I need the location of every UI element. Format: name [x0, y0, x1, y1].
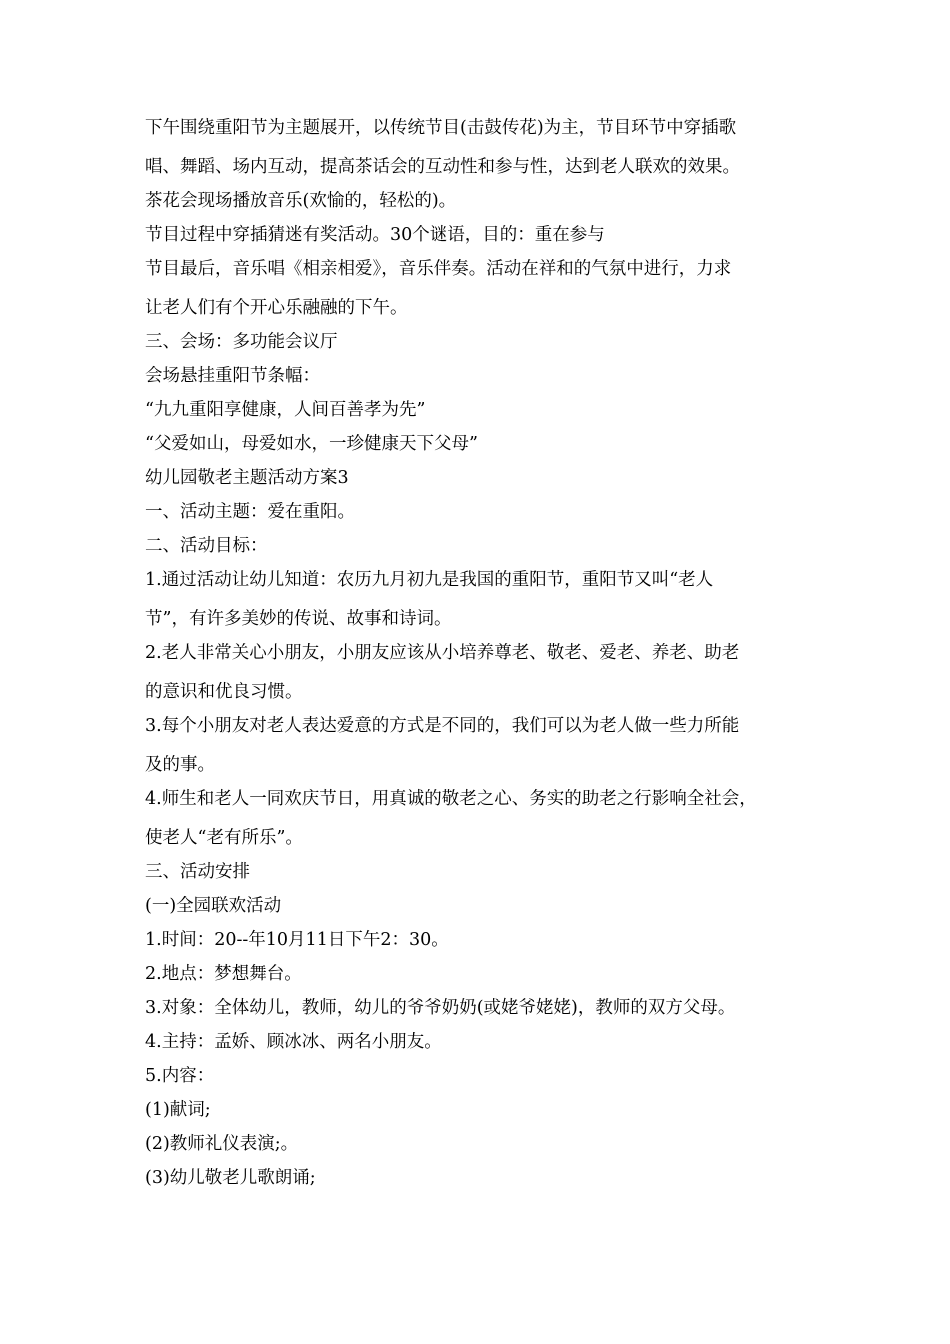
text-line: 的意识和优良习惯。	[145, 682, 303, 702]
paragraph	[145, 714, 835, 777]
paragraph	[145, 641, 835, 704]
paragraph	[145, 364, 835, 388]
paragraph	[145, 1064, 835, 1088]
text-line: 节目最后，音乐唱《相亲相爱》，音乐伴奏。活动在祥和的气氛中进行，力求	[145, 259, 732, 279]
text-line: 唱、舞蹈、场内互动，提高茶话会的互动性和参与性，达到老人联欢的效果。	[145, 157, 740, 177]
text-line: 1.通过活动让幼儿知道：农历九月初九是我国的重阳节，重阳节又叫“老人	[145, 570, 714, 590]
paragraph	[145, 189, 835, 213]
text-line: “父爱如山，母爱如水，一珍健康天下父母”	[145, 434, 478, 454]
text-line: 一、活动主题：爱在重阳。	[145, 502, 355, 522]
text-line: 4.主持：孟娇、顾冰冰、两名小朋友。	[145, 1032, 442, 1052]
text-line: 1.时间：20--年10月11日下午2：30。	[145, 930, 449, 950]
text-line: 下午围绕重阳节为主题展开，以传统节目(击鼓传花)为主，节目环节中穿插歌	[145, 118, 737, 138]
text-line: 节”，有许多美妙的传说、故事和诗词。	[145, 609, 452, 629]
text-line: 茶花会现场播放音乐(欢愉的，轻松的)。	[145, 191, 457, 211]
paragraph	[145, 1030, 835, 1054]
text-line: 及的事。	[145, 755, 215, 775]
paragraph	[145, 466, 835, 490]
text-line: (3)幼儿敬老儿歌朗诵;	[145, 1168, 316, 1188]
text-line: 让老人们有个开心乐融融的下午。	[145, 298, 408, 318]
text-line: 三、会场：多功能会议厅	[145, 332, 338, 352]
paragraph	[145, 398, 835, 422]
text-line: 2.地点：梦想舞台。	[145, 964, 302, 984]
text-line: 2.老人非常关心小朋友，小朋友应该从小培养尊老、敬老、爱老、养老、助老	[145, 643, 740, 663]
text-line: 会场悬挂重阳节条幅：	[145, 366, 320, 386]
text-line: (一)全园联欢活动	[145, 896, 282, 916]
paragraph	[145, 1098, 835, 1122]
paragraph	[145, 860, 835, 884]
paragraph	[145, 1132, 835, 1156]
text-line: 3.对象：全体幼儿，教师，幼儿的爷爷奶奶(或姥爷姥姥)，教师的双方父母。	[145, 998, 736, 1018]
paragraph	[145, 1166, 835, 1190]
text-line: 二、活动目标：	[145, 536, 268, 556]
paragraph	[145, 928, 835, 952]
text-line: 3.每个小朋友对老人表达爱意的方式是不同的，我们可以为老人做一些力所能	[145, 716, 740, 736]
text-line: 节目过程中穿插猜迷有奖活动。30个谜语，目的：重在参与	[145, 225, 605, 245]
paragraph	[145, 962, 835, 986]
paragraph	[145, 787, 835, 850]
document-page	[145, 116, 835, 1200]
text-line: 幼儿园敬老主题活动方案3	[145, 468, 349, 488]
text-line: (2)教师礼仪表演;。	[145, 1134, 299, 1154]
paragraph	[145, 116, 835, 179]
text-line: 使老人“老有所乐”。	[145, 828, 303, 848]
text-line: (1)献词;	[145, 1100, 211, 1120]
paragraph	[145, 996, 835, 1020]
text-line: “九九重阳享健康，人间百善孝为先”	[145, 400, 426, 420]
paragraph	[145, 534, 835, 558]
paragraph	[145, 500, 835, 524]
text-line: 三、活动安排	[145, 862, 250, 882]
text-line: 4.师生和老人一同欢庆节日，用真诚的敬老之心、务实的助老之行影响全社会，	[145, 789, 757, 809]
paragraph	[145, 330, 835, 354]
paragraph	[145, 432, 835, 456]
paragraph	[145, 223, 835, 247]
paragraph	[145, 257, 835, 320]
paragraph	[145, 894, 835, 918]
paragraph	[145, 568, 835, 631]
text-line: 5.内容：	[145, 1066, 215, 1086]
